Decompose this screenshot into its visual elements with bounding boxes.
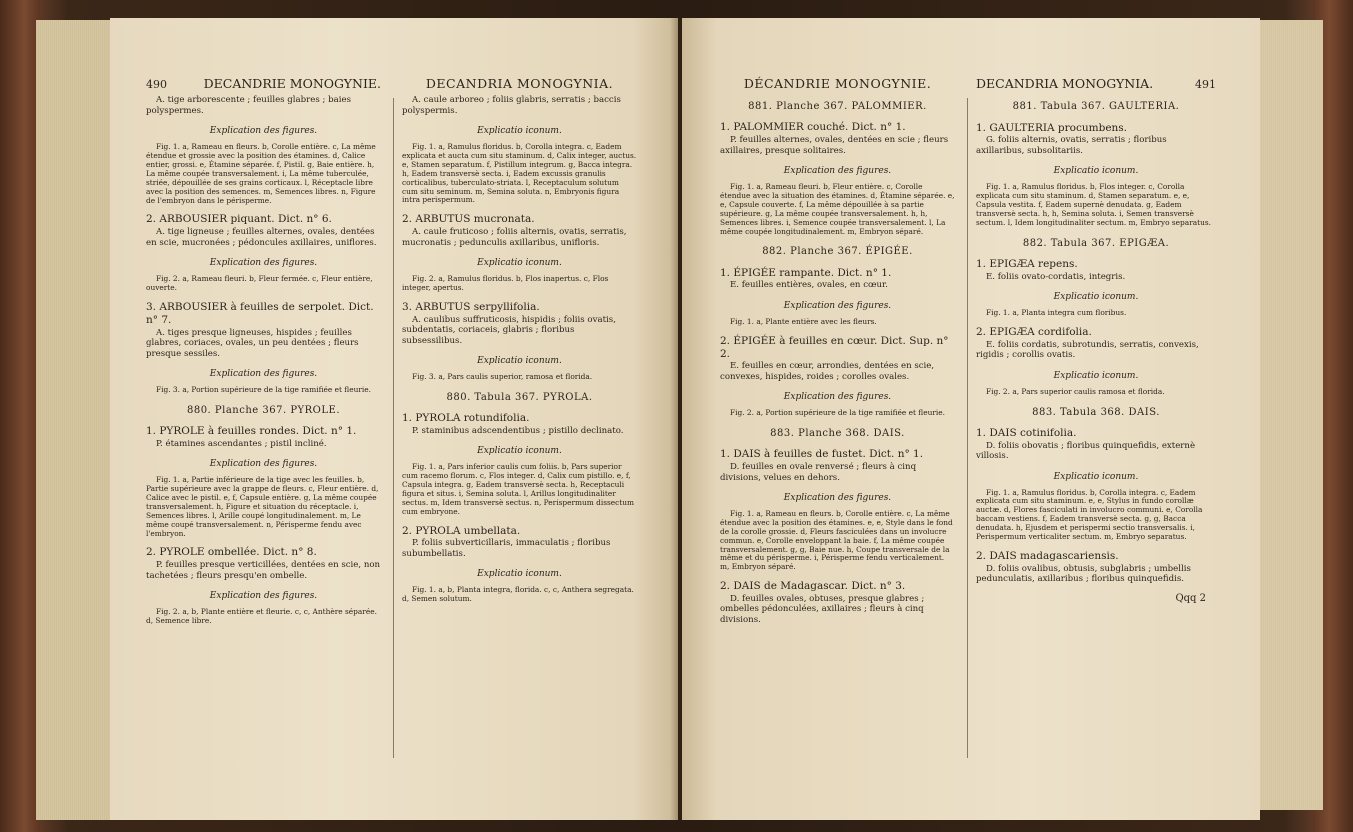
explication-text: Fig. 3. a, Portion supérieure de la tige ramifiée et fleurie. xyxy=(156,384,371,394)
explication-title: Explicatio iconum. xyxy=(477,258,562,269)
explication-title: Explication des figures. xyxy=(783,392,892,403)
entry-title: 3. ARBOUSIER à feuilles de serpolet. Dict. n° 7. xyxy=(146,300,374,326)
right-page-col-latin xyxy=(976,28,1216,605)
explication-text: Fig. 2. a, b, Plante entière et fleurie. c, c, Anthère séparée. d, Semence libre. xyxy=(146,607,377,626)
explication-text: Fig. 1. a, Ramulus floridus. b, Flos integer. c, Corolla explicata cum situ staminum. d, Stamen separatum. e, e, Capsula vestita. f, Eadem supernè denudata. g, Eadem transversè secta. h, h, Semina soluta. i, Semen transversè sectum. l, Idem longitudinaliter sectum. m, Embryo separatus. xyxy=(976,182,1212,227)
entry-title: 1. ÉPIGÉE rampante. Dict. n° 1. xyxy=(720,266,892,279)
explication-title: Explicatio iconum. xyxy=(1053,370,1139,381)
explication-title: Explicatio iconum. xyxy=(477,569,562,580)
entry-text: P. feuilles presque verticillées, dentées en scie, non tachetées ; fleurs presqu'en ombelle. xyxy=(146,560,381,581)
left-page-col-french xyxy=(146,28,381,629)
entry-title: 2. EPIGÆA cordifolia. xyxy=(976,326,1092,339)
explication-title: Explicatio iconum. xyxy=(477,356,562,367)
page-number-left: 490 xyxy=(146,78,167,91)
intro-text: A. tige arborescente ; feuilles glabres ; baies polyspermes. xyxy=(146,95,352,116)
column-rule xyxy=(393,98,394,758)
explication-text: Fig. 2. a, Portion supérieure de la tige ramifiée et fleurie. xyxy=(730,408,945,418)
explication-text: Fig. 3. a, Pars caulis superior, ramosa et florida. xyxy=(412,372,593,382)
right-page-col-french xyxy=(720,28,955,628)
header-title: DECANDRIE MONOGYNIE. xyxy=(203,76,381,91)
entry-text: E. foliis ovato-cordatis, integris. xyxy=(986,271,1126,282)
entry-title: 3. ARBUTUS serpyllifolia. xyxy=(402,300,540,313)
entry-text: D. feuilles ovales, obtuses, presque glabres ; ombelles pédonculées, axillaires ; fleurs à cinq divisions. xyxy=(720,593,925,625)
header-title: DECANDRIA MONOGYNIA. xyxy=(425,76,614,91)
explication-text: Fig. 2. a, Rameau fleuri. b, Fleur fermée. c, Fleur entière, ouverte. xyxy=(146,274,373,293)
explication-text: Fig. 2. a, Ramulus floridus. b, Flos inapertus. c, Flos integer, apertus. xyxy=(402,274,609,292)
left-page-col-latin xyxy=(402,28,637,607)
section-heading: 882. Tabula 367. EPIGÆA. xyxy=(1022,237,1170,249)
header-title: DÉCANDRIE MONOGYNIE. xyxy=(743,76,932,91)
entry-title: 2. ARBOUSIER piquant. Dict. n° 6. xyxy=(146,213,332,226)
entry-title: 1. DAIS à feuilles de fustet. Dict. n° 1. xyxy=(720,448,924,461)
explication-text: Fig. 1. a, Plante entière avec les fleurs. xyxy=(730,316,877,326)
explication-title: Explicatio iconum. xyxy=(477,126,562,137)
entry-text: E. foliis cordatis, subrotundis, serratis, convexis, rigidis ; corollis ovatis. xyxy=(976,339,1199,361)
page-edges-left xyxy=(36,20,116,820)
explication-text: Fig. 1. a, Pars inferior caulis cum foliis. b, Pars superior cum racemo florum. c, Flos integer. d, Calix cum pistillo. e, f, Capsula integra. g, Eadem transversè secta. h, Receptaculi figura et situs. i, Semina soluta. l, Arillus longitudinaliter sectus. m, Idem transversè sectus. n, Perispermum dissectum cum embryone. xyxy=(402,462,635,516)
entry-text: D. foliis obovatis ; floribus quinquefidis, externè villosis. xyxy=(976,440,1196,462)
signature-mark: Qqq 2 xyxy=(1175,592,1206,604)
explication-title: Explicatio iconum. xyxy=(1053,166,1139,177)
entry-text: A. tige ligneuse ; feuilles alternes, ovales, dentées en scie, mucronées ; pédoncules axillaires, uniflores. xyxy=(146,227,377,248)
section-heading: 881. Planche 367. PALOMMIER. xyxy=(748,101,927,113)
explication-title: Explication des figures. xyxy=(209,126,318,137)
explication-text: Fig. 1. a, Planta integra cum floribus. xyxy=(986,308,1127,318)
explication-text: Fig. 1. a, Rameau fleuri. b, Fleur entière. c, Corolle étendue avec la situation des étamines. d, Étamine séparée. e, e, Capsule couverte. f, La même dépouillée à sa partie supérieure. g, La même coupée transversalement. h, h, Semences libres. i, Semence coupée transversalement. l, La même coupée longitudinalement. m, Embryon séparé. xyxy=(720,182,955,236)
entry-title: 1. PYROLA rotundifolia. xyxy=(402,412,530,425)
entry-text: A. caule fruticoso ; foliis alternis, ovatis, serratis, mucronatis ; pedunculis axillaribus, unifloris. xyxy=(402,227,627,248)
explication-text: Fig. 1. a, Ramulus floridus. b, Corolla integra. c, Eadem explicata cum situ staminum. e, e, Stylus in fundo corollæ auctæ. d, Flores fasciculati in involucro communi. e, Corolla baccam vestiens. f, Eadem transversè secta. g, g, Bacca denudata. h, Ejusdem et perispermi sectio transversalis. i, Perispermum verticaliter sectum. m, Embryo separatus. xyxy=(976,487,1203,541)
page-edges-right xyxy=(1253,20,1323,810)
intro-text: A. caule arboreo ; foliis glabris, serratis ; baccis polyspermis. xyxy=(402,95,621,116)
explication-title: Explication des figures. xyxy=(783,493,892,504)
section-heading: 880. Tabula 367. PYROLA. xyxy=(446,391,593,403)
explication-text: Fig. 2. a, Pars superior caulis ramosa et florida. xyxy=(986,386,1165,396)
section-heading: 883. Tabula 368. DAIS. xyxy=(1032,406,1160,418)
entry-text: P. étamines ascendantes ; pistil incliné. xyxy=(156,438,327,449)
explication-text: Fig. 1. a, b, Planta integra, florida. c, c, Anthera segregata. d, Semen solutum. xyxy=(402,585,634,604)
entry-title: 2. DAIS de Madagascar. Dict. n° 3. xyxy=(720,580,906,593)
header-title: DECANDRIA MONOGYNIA. xyxy=(976,76,1154,91)
entry-title: 2. PYROLE ombellée. Dict. n° 8. xyxy=(146,546,317,559)
entry-title: 2. PYROLA umbellata. xyxy=(402,524,521,537)
entry-text: E. feuilles entières, ovales, en cœur. xyxy=(730,280,888,291)
entry-text: D. foliis ovalibus, obtusis, subglabris ; umbellis pedunculatis, axillaribus ; floribus quinquefidis. xyxy=(976,563,1191,585)
explication-title: Explication des figures. xyxy=(783,300,892,311)
explication-text: Fig. 1. a, Rameau en fleurs. b, Corolle entière. c, La même étendue et grossie avec la position des étamines. d, Calice entier, grossi. e, Étamine séparée. f, Pistil. g, Baie entière. h, La même coupée transversalement. i, La même tuberculée, striée, dépouillée de ses grains corticaux. l, Réceptacle libre avec la position des semences. m, Semences libres. n, Figure de l'embryon dans le périsperme. xyxy=(146,142,376,205)
section-heading: 880. Planche 367. PYROLE. xyxy=(186,404,341,416)
explication-title: Explication des figures. xyxy=(783,166,892,177)
entry-text: D. feuilles en ovale renversé ; fleurs à cinq divisions, velues en dehors. xyxy=(720,462,917,483)
entry-title: 2. ARBUTUS mucronata. xyxy=(402,213,535,226)
entry-text: P. staminibus adscendentibus ; pistillo declinato. xyxy=(412,425,624,436)
entry-text: P. feuilles alternes, ovales, dentées en scie ; fleurs axillaires, presque solitaires. xyxy=(720,135,949,156)
explication-title: Explication des figures. xyxy=(209,459,318,470)
explication-title: Explication des figures. xyxy=(209,369,318,379)
explication-text: Fig. 1. a, Rameau en fleurs. b, Corolle entière. c, La même étendue avec la position des étamines. e, e, Style dans le fond de la corolle grossie. d, Fleurs fasciculées dans un involucre commun. e, Corolle enveloppant la baie. f, La même coupée transversalement. g, g, Baie nue. h, Coupe transversale de la même et du périsperme. i, Périsperme fendu verticalement. m, Embryon séparé. xyxy=(720,509,953,572)
explication-title: Explicatio iconum. xyxy=(477,446,562,457)
entry-title: 2. DAIS madagascariensis. xyxy=(976,549,1119,562)
explication-title: Explicatio iconum. xyxy=(1053,292,1139,303)
entry-text: A. tiges presque ligneuses, hispides ; feuilles glabres, coriaces, ovales, un peu dentées ; fleurs presque sessiles. xyxy=(146,327,359,359)
left-running-header xyxy=(146,76,381,91)
explication-text: Fig. 1. a, Partie inférieure de la tige avec les feuilles. b, Partie supérieure avec la grappe de fleurs. c, Fleur entière. d, Calice avec le pistil. e, f, Capsule entière. g, La même coupée transversalement. h, Figure et situation du réceptacle. i, Semences libres. l, Arille coupé longitudinalement. m, Le même coupé transversalement. n, Périsperme fendu avec l'embryon. xyxy=(146,475,379,538)
section-heading: 881. Tabula 367. GAULTERIA. xyxy=(1012,101,1180,113)
explication-title: Explication des figures. xyxy=(209,258,318,269)
section-heading: 883. Planche 368. DAIS. xyxy=(770,428,905,440)
right-page xyxy=(682,18,1260,820)
entry-title: 1. EPIGÆA repens. xyxy=(976,257,1078,270)
entry-text: E. feuilles en cœur, arrondies, dentées en scie, convexes, hispides, roides ; corolles ovales. xyxy=(720,361,935,382)
entry-text: P. foliis subverticillaris, immaculatis ; floribus subumbellatis. xyxy=(402,538,611,559)
right-running-header xyxy=(976,76,1216,91)
section-heading: 882. Planche 367. ÉPIGÉE. xyxy=(762,246,913,258)
entry-text: G. foliis alternis, ovatis, serratis ; floribus axillaribus, subsolitariis. xyxy=(976,135,1167,156)
page-number-right: 491 xyxy=(1195,78,1216,91)
explication-title: Explicatio iconum. xyxy=(1053,471,1139,482)
entry-title: 1. GAULTERIA procumbens. xyxy=(976,121,1128,134)
explication-text: Fig. 1. a, Ramulus floridus. b, Corolla integra. c, Eadem explicata et aucta cum situ staminum. d, Calix integer, auctus. e, Stamen separatum. f, Pistillum integrum. g, Bacca integra. h, Eadem transversè secta. i, Eadem excussis granulis corticalibus, tuberculato-striata. l, Receptaculum solutum cum situ seminum. m, Semina soluta. n, Embryonis figura intra perispermum. xyxy=(402,142,637,205)
explication-title: Explication des figures. xyxy=(209,591,318,602)
book-cover-left xyxy=(0,0,40,832)
entry-title: 1. DAIS cotinifolia. xyxy=(976,426,1077,439)
entry-title: 2. ÉPIGÉE à feuilles en cœur. Dict. Sup. n° 2. xyxy=(720,334,949,360)
column-rule xyxy=(967,98,968,758)
entry-text: A. caulibus suffruticosis, hispidis ; foliis ovatis, subdentatis, coriaceis, glabris ; floribus subsessilibus. xyxy=(402,314,616,346)
entry-title: 1. PYROLE à feuilles rondes. Dict. n° 1. xyxy=(146,425,357,438)
left-page xyxy=(110,18,678,820)
entry-title: 1. PALOMMIER couché. Dict. n° 1. xyxy=(720,121,906,134)
